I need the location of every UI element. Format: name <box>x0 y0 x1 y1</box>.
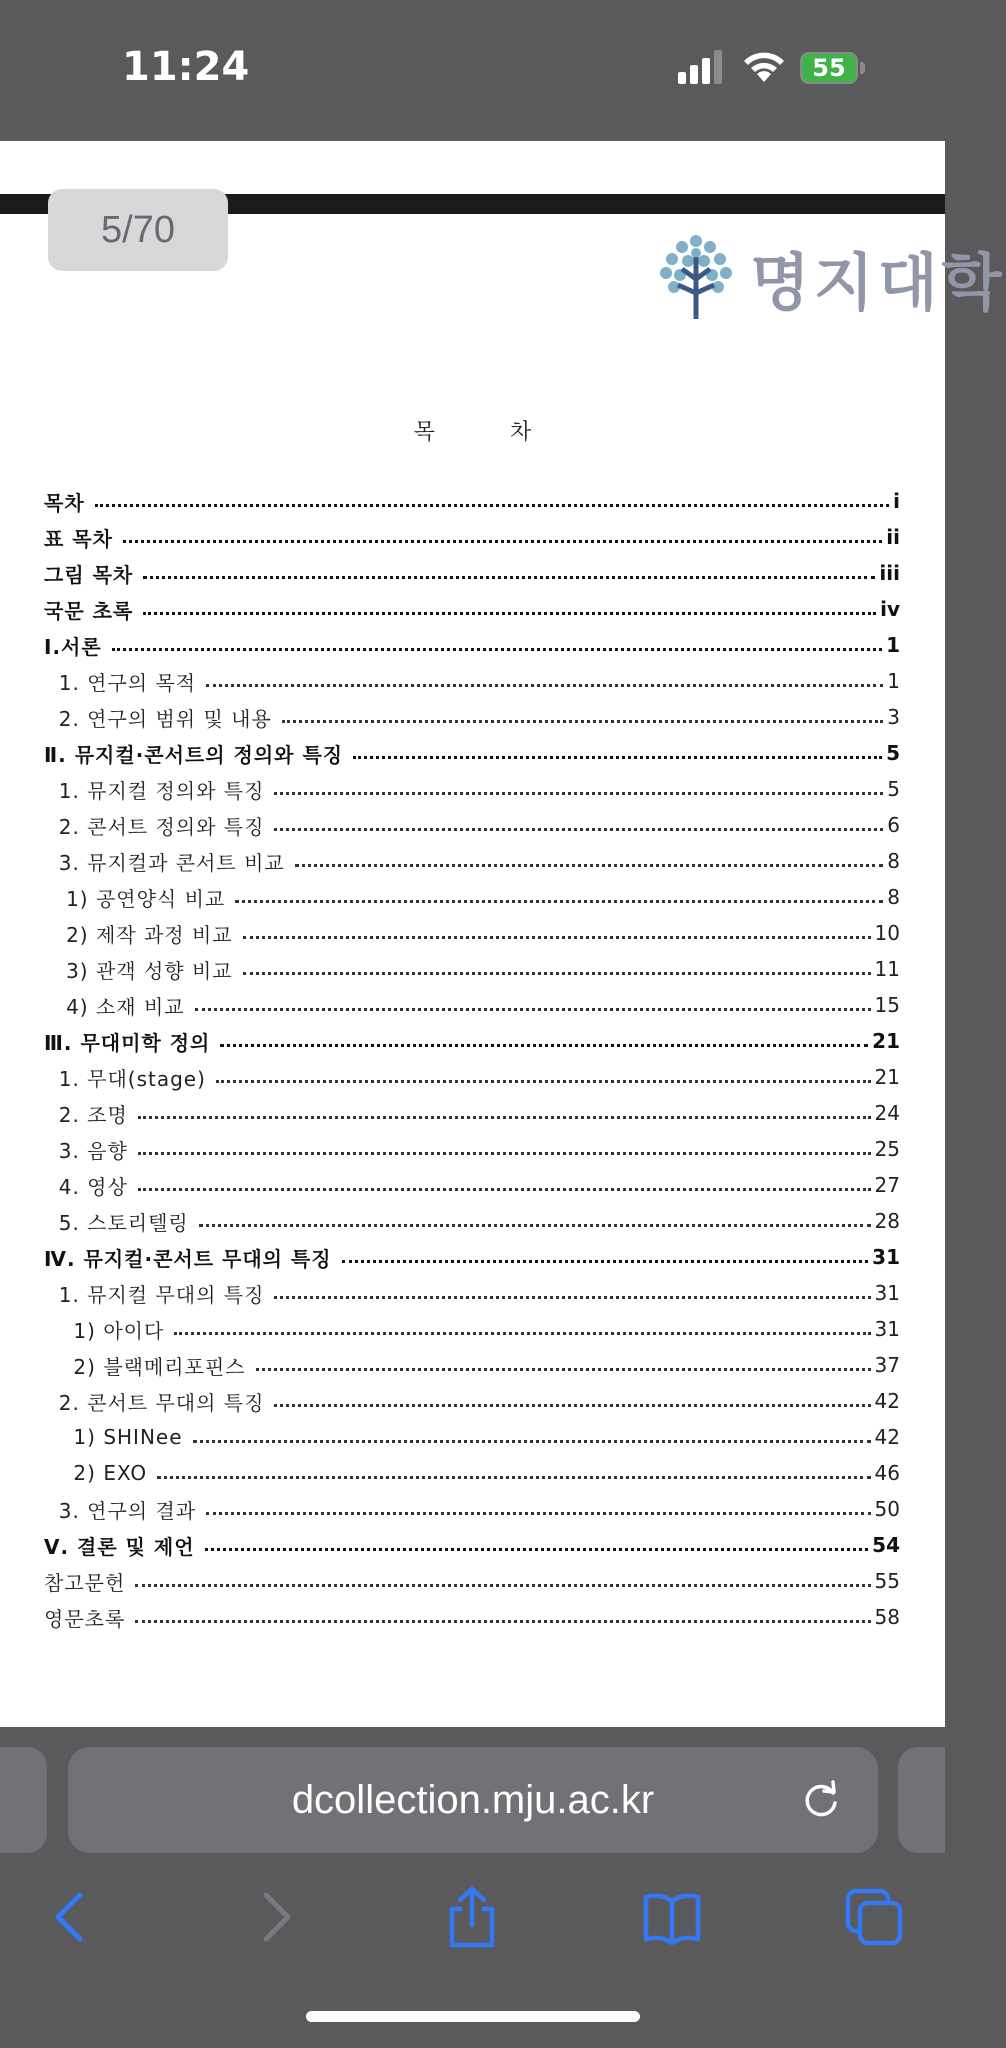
toc-entry-label: 5. 스토리텔링 <box>44 1210 189 1235</box>
toc-entry[interactable] <box>44 1275 900 1311</box>
toc-entry[interactable] <box>44 627 900 663</box>
toc-leader-dots <box>138 1152 871 1155</box>
toc-entry-label: Ⅱ. 뮤지컬·콘서트의 정의와 특징 <box>44 742 344 767</box>
toc-entry-page: 27 <box>874 1173 900 1197</box>
toc-entry-page: 31 <box>874 1281 900 1305</box>
toc-entry[interactable] <box>44 1527 900 1563</box>
toc-entry-page: 31 <box>872 1245 900 1269</box>
toc-entry-page: 58 <box>874 1605 900 1629</box>
toc-entry[interactable] <box>44 1203 900 1239</box>
logo-text: 명지대학 <box>750 246 1006 319</box>
toc-entry-page: 21 <box>872 1029 900 1053</box>
toc-entry-page: 54 <box>872 1533 900 1557</box>
toc-entry-label: 표 목차 <box>44 526 113 551</box>
address-bar[interactable] <box>68 1747 878 1853</box>
toc-entry-label: 참고문헌 <box>44 1570 126 1595</box>
toc-entry[interactable] <box>44 915 900 951</box>
toc-entry-page: 42 <box>874 1389 900 1413</box>
page-indicator: 5/70 <box>48 189 228 271</box>
document-page[interactable] <box>0 141 1006 1727</box>
toc-entry-page: 3 <box>887 705 900 729</box>
wifi-icon <box>742 48 786 84</box>
toc-entry-label: 4) 소재 비교 <box>44 994 185 1019</box>
toc-leader-dots <box>256 1368 871 1371</box>
toc-leader-dots <box>206 1512 870 1515</box>
toc-entry-label: Ⅲ. 무대미학 정의 <box>44 1030 211 1055</box>
address-area <box>0 1727 945 1847</box>
toc-leader-dots <box>243 936 871 939</box>
toc-leader-dots <box>216 1080 871 1083</box>
toc-entry-page: 11 <box>874 957 900 981</box>
toc-entry-label: 2) 제작 과정 비교 <box>44 922 233 947</box>
toc-entry-label: 1) 아이다 <box>44 1318 165 1343</box>
cellular-signal-icon <box>678 50 724 84</box>
toc-entry-label: 1. 무대(stage) <box>44 1066 206 1091</box>
toc-entry-label: Ⅰ.서론 <box>44 634 102 659</box>
toc-entry-page: 31 <box>874 1317 900 1341</box>
status-time: 11:24 <box>122 44 250 90</box>
toc-entry[interactable] <box>44 735 900 771</box>
toc-entry-page: 42 <box>874 1425 900 1449</box>
toc-entry-page: 10 <box>874 921 900 945</box>
toc-entry-page: ii <box>886 525 900 549</box>
toc-entry[interactable] <box>44 1095 900 1131</box>
toc-entry[interactable] <box>44 555 900 591</box>
toc-entry-label: 3) 관객 성향 비교 <box>44 958 233 983</box>
toc-entry-label: 1. 뮤지컬 정의와 특징 <box>44 778 265 803</box>
toc-entry-label: 2. 콘서트 무대의 특징 <box>44 1390 265 1415</box>
toc-leader-dots <box>135 1584 870 1587</box>
toc-entry-page: 50 <box>874 1497 900 1521</box>
next-tab-peek[interactable] <box>898 1747 945 1853</box>
toc-entry-label: 그림 목차 <box>44 562 134 587</box>
toc-leader-dots <box>282 720 883 723</box>
status-bar <box>0 0 945 141</box>
toc-leader-dots <box>274 1404 870 1407</box>
toc-leader-dots <box>174 1332 870 1335</box>
toc-leader-dots <box>295 864 884 867</box>
toc-leader-dots <box>274 828 883 831</box>
toc-entry-label: 3. 연구의 결과 <box>44 1498 197 1523</box>
toc-entry[interactable] <box>44 1347 900 1383</box>
toc-leader-dots <box>135 1620 870 1623</box>
toc-entry[interactable] <box>44 1131 900 1167</box>
toc-entry[interactable] <box>44 1059 900 1095</box>
toc-entry-page: 28 <box>874 1209 900 1233</box>
toc-entry[interactable] <box>44 1023 900 1059</box>
tree-logo-icon <box>648 227 744 327</box>
toc-leader-dots <box>157 1476 870 1479</box>
toc-entry-page: 25 <box>874 1137 900 1161</box>
toc-leader-dots <box>220 1044 868 1047</box>
browser-toolbar <box>0 1853 945 2048</box>
toc-entry[interactable] <box>44 1455 900 1491</box>
toc-entry[interactable] <box>44 987 900 1023</box>
toc-entry[interactable] <box>44 483 900 519</box>
toc-entry[interactable] <box>44 1167 900 1203</box>
toc-entry-page: 5 <box>886 741 900 765</box>
toc-entry-page: 37 <box>874 1353 900 1377</box>
toc-entry-label: 영문초록 <box>44 1606 126 1631</box>
toc-leader-dots <box>193 1440 871 1443</box>
battery-level: 55 <box>812 54 846 82</box>
toc-entry-label: 1) SHINee <box>44 1425 183 1449</box>
toc-leader-dots <box>138 1116 871 1119</box>
toc-entry-label: 3. 음향 <box>44 1138 128 1163</box>
toc-entry-label: 국문 초록 <box>44 598 134 623</box>
toc-entry-label: 목차 <box>44 490 85 515</box>
toc-entry-page: iii <box>879 561 900 585</box>
battery-charging-icon <box>800 52 866 84</box>
share-icon[interactable] <box>440 1885 504 1949</box>
toc-entry-label: 1. 뮤지컬 무대의 특징 <box>44 1282 265 1307</box>
toc-entry-page: 8 <box>887 885 900 909</box>
toc-leader-dots <box>195 1008 871 1011</box>
toc-entry[interactable] <box>44 699 900 735</box>
toc-entry-label: 3. 뮤지컬과 콘서트 비교 <box>44 850 285 875</box>
table-of-contents <box>44 483 900 1635</box>
reload-icon[interactable] <box>800 1779 842 1821</box>
toc-entry-page: 15 <box>874 993 900 1017</box>
toc-entry-label: 2. 콘서트 정의와 특징 <box>44 814 265 839</box>
back-icon[interactable] <box>40 1885 104 1949</box>
university-logo <box>648 227 1006 337</box>
toc-entry-page: 5 <box>887 777 900 801</box>
toc-entry[interactable] <box>44 591 900 627</box>
toc-entry[interactable] <box>44 1239 900 1275</box>
toc-entry[interactable] <box>44 807 900 843</box>
bookmarks-icon[interactable] <box>640 1885 704 1949</box>
toc-title: 목 차 <box>413 420 566 445</box>
toc-leader-dots <box>274 792 883 795</box>
toc-entry-page: 21 <box>874 1065 900 1089</box>
toc-entry-page: 6 <box>887 813 900 837</box>
toc-entry[interactable] <box>44 951 900 987</box>
toc-entry-page: 46 <box>874 1461 900 1485</box>
url-text[interactable]: dcollection.mju.ac.kr <box>291 1778 655 1822</box>
toc-entry-label: 2. 조명 <box>44 1102 128 1127</box>
toc-entry[interactable] <box>44 771 900 807</box>
toc-leader-dots <box>143 612 876 615</box>
toc-entry-label: 1. 연구의 목적 <box>44 670 197 695</box>
toc-entry[interactable] <box>44 879 900 915</box>
previous-tab-peek[interactable] <box>0 1747 47 1853</box>
toc-leader-dots <box>353 756 882 759</box>
toc-entry-page: 8 <box>887 849 900 873</box>
toc-entry[interactable] <box>44 1311 900 1347</box>
toc-entry-page: 1 <box>886 633 900 657</box>
forward-icon[interactable] <box>242 1885 306 1949</box>
toc-leader-dots <box>95 504 890 507</box>
toc-leader-dots <box>235 900 883 903</box>
toc-entry-label: Ⅳ. 뮤지컬·콘서트 무대의 특징 <box>44 1246 332 1271</box>
toc-leader-dots <box>112 648 882 651</box>
toc-leader-dots <box>274 1296 870 1299</box>
toc-entry[interactable] <box>44 1419 900 1455</box>
toc-entry[interactable] <box>44 843 900 879</box>
tabs-icon[interactable] <box>842 1885 906 1949</box>
toc-entry[interactable] <box>44 1563 900 1599</box>
toc-leader-dots <box>143 576 875 579</box>
toc-entry-page: 24 <box>874 1101 900 1125</box>
toc-entry-label: 2) EXO <box>44 1461 148 1485</box>
toc-entry[interactable] <box>44 663 900 699</box>
toc-leader-dots <box>138 1188 871 1191</box>
toc-entry[interactable] <box>44 1599 900 1635</box>
toc-leader-dots <box>243 972 871 975</box>
toc-entry[interactable] <box>44 1383 900 1419</box>
toc-leader-dots <box>123 540 882 543</box>
toc-entry-label: 1) 공연양식 비교 <box>44 886 226 911</box>
toc-entry-page: i <box>893 489 900 513</box>
toc-leader-dots <box>205 1548 869 1551</box>
toc-entry-label: 2. 연구의 범위 및 내용 <box>44 706 272 731</box>
toc-entry-label: 4. 영상 <box>44 1174 128 1199</box>
toc-entry-label: 2) 블랙메리포핀스 <box>44 1354 246 1379</box>
home-indicator[interactable] <box>306 2011 640 2022</box>
toc-entry-label: Ⅴ. 결론 및 제언 <box>44 1534 195 1559</box>
toc-entry-page: iv <box>880 597 900 621</box>
toc-entry[interactable] <box>44 1491 900 1527</box>
toc-entry-page: 1 <box>887 669 900 693</box>
toc-entry-page: 55 <box>874 1569 900 1593</box>
toc-leader-dots <box>206 684 883 687</box>
toc-leader-dots <box>342 1260 869 1263</box>
toc-leader-dots <box>199 1224 871 1227</box>
toc-entry[interactable] <box>44 519 900 555</box>
